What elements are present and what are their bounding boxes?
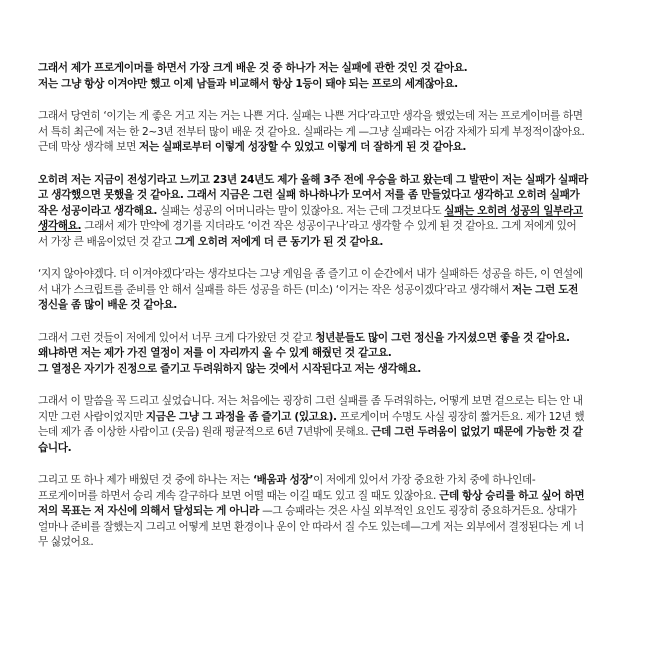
body-text: 실패는 성공의 어머니라는 말이 있잖아요. 저는 근데 그것보다도 (157, 204, 445, 217)
text-line (38, 346, 638, 362)
emphasized-text: 정신을 좀 많이 배운 것 같아요. (38, 299, 177, 311)
text-line (38, 235, 638, 251)
body-text: 지만 그런 사람이었지만 (38, 410, 146, 423)
paragraph (38, 109, 638, 156)
emphasized-text: 근데 그런 두려움이 없었기 때문에 가능한 것 같 (371, 426, 583, 438)
text-line (38, 77, 638, 93)
document-body (38, 61, 638, 568)
body-text: 그래서 당연히 ‘이기는 게 좋은 거고 지는 거는 나쁜 거다. 실패는 나쁜 거다’라고만 생각을 했었는데 저는 프로게이머를 하면 (38, 110, 583, 122)
text-line (38, 410, 638, 426)
body-text: 서 내가 스크립트를 준비를 안 해서 실패를 하든 성공을 하든 (미소) ‘이거는 작은 성공이겠다’라고 생각해서 (38, 283, 512, 296)
paragraph (38, 267, 638, 314)
emphasized-text: 저는 그냥 항상 이겨야만 했고 이제 남들과 비교해서 항상 1등이 돼야 되는 프로의 세계잖아요. (38, 77, 458, 90)
paragraph (38, 473, 638, 551)
body-text: ‘지지 않아야겠다. 더 이겨야겠다’라는 생각보다는 그냥 게임을 좀 즐기고 이 순간에서 내가 실패하든 성공을 하든, 이 연설에 (38, 268, 583, 280)
paragraph (38, 394, 638, 456)
body-text: 무 싫었어요. (38, 536, 94, 548)
text-line (38, 283, 638, 299)
emphasized-text: 고 생각했으면 못했을 것 같아요. 그래서 지금은 그런 실패 하나하나가 모여서 저를 좀 만들었다고 생각하고 오히려 실패가 (38, 189, 580, 201)
text-line (38, 188, 638, 204)
emphasized-text: 근데 항상 승리를 하고 싶어 하면 (439, 489, 585, 502)
emphasized-text: 청년분들도 많이 그런 정신을 가지셨으면 좋을 것 같아요. (315, 331, 570, 344)
emphasized-text: ‘배움과 성장’ (252, 474, 314, 486)
body-text: 이 저에게 있어서 가장 중요한 가치 중에 하나인데- (313, 474, 536, 486)
emphasized-text: 오히려 저는 지금이 전성기라고 느끼고 23년 24년도 제가 올해 3주 전에 우승을 하고 왔는데 그 발판이 저는 실패가 실패라 (38, 173, 588, 186)
text-line (38, 219, 638, 235)
body-text: —그 승패라는 것은 사실 외부적인 요인도 굉장히 중요하거든요. 상대가 (259, 505, 577, 517)
emphasized-text: 실패는 오히려 성공의 일부라고 (444, 204, 583, 217)
emphasized-text: 저는 그런 도전 (511, 283, 578, 296)
body-text: 는데 제가 좀 이상한 사람이고 (웃음) 원래 평균적으로 6년 7년밖에 못해요. (38, 426, 372, 438)
text-line (38, 473, 638, 489)
body-text: 서 가장 큰 배움이었던 것 같고 (38, 235, 175, 248)
body-text: 얼마나 준비를 잘했는지 그리고 어떻게 보면 환경이나 운이 안 따라서 질 수도 있는데—그게 저는 외부에서 결정된다는 게 너 (38, 520, 584, 533)
body-text: 그래서 제가 만약에 경기를 지더라도 ‘이건 작은 성공이구나’라고 생각할 수 있게 된 것 같아요. 그게 저에게 있어 (81, 220, 577, 232)
emphasized-text: 습니다. (38, 441, 72, 454)
body-text: 그리고 또 하나 제가 배웠던 것 중에 하나는 저는 (38, 474, 253, 486)
emphasized-text: 지금은 그냥 그 과정을 좀 즐기고 (있고요). (145, 410, 337, 423)
emphasized-text: 저는 실패로부터 이렇게 성장할 수 있었고 이렇게 더 잘하게 된 것 같아요. (139, 141, 467, 153)
paragraph (38, 331, 638, 378)
text-line (38, 61, 638, 77)
text-line (38, 298, 638, 314)
paragraph (38, 61, 638, 92)
body-text: 그래서 이 말씀을 꼭 드리고 싶었습니다. 저는 처음에는 굉장히 그런 실패를 좀 두려워하는, 어떻게 보면 겉으로는 티는 안 내 (38, 395, 583, 407)
emphasized-text: 저의 목표는 저 자신에 의해서 달성되는 게 아니라 (38, 505, 260, 517)
emphasized-text: 그 열정은 자기가 진정으로 즐기고 두려워하지 않는 것에서 시작된다고 저는 생각해요. (38, 362, 421, 375)
body-text: 프로게이머를 하면서 승리 계속 갈구하다 보면 어떨 때는 이길 때도 있고 질 때도 있잖아요. (38, 489, 440, 502)
text-line (38, 441, 638, 457)
emphasized-text: 작은 성공이라고 생각해요. (38, 204, 158, 217)
emphasized-text: 왜냐하면 저는 제가 가진 열정이 저를 이 자리까지 올 수 있게 해줬던 것 같고요. (38, 347, 392, 359)
text-line (38, 125, 638, 141)
text-line (38, 489, 638, 505)
emphasized-text: 그래서 제가 프로게이머를 하면서 가장 크게 배운 것 중 하나가 저는 실패에 관한 것인 것 같아요. (38, 62, 468, 74)
text-line (38, 394, 638, 410)
text-line (38, 331, 638, 347)
body-text: 프로게이머 수명도 사실 굉장히 짧거든요. 제가 12년 했 (336, 410, 585, 423)
text-line (38, 535, 638, 551)
body-text: 근데 막상 생각해 보면 (38, 141, 140, 153)
text-line (38, 520, 638, 536)
text-line (38, 204, 638, 220)
body-text: 서 특히 최근에 저는 한 2~3년 전부터 많이 배운 것 같아요. 실패라는 게 —그냥 실패라는 어감 자체가 되게 부정적이잖아요. (38, 125, 585, 138)
text-line (38, 425, 638, 441)
body-text: 그래서 그런 것들이 저에게 있어서 너무 크게 다가왔던 것 같고 (38, 331, 316, 344)
text-line (38, 362, 638, 378)
emphasized-text: 생각해요. (38, 220, 82, 232)
emphasized-text: 그게 오히려 저에게 더 큰 동기가 된 것 같아요. (174, 235, 384, 248)
text-line (38, 267, 638, 283)
text-line (38, 140, 638, 156)
text-line (38, 173, 638, 189)
text-line (38, 504, 638, 520)
paragraph (38, 173, 638, 251)
text-line (38, 109, 638, 125)
